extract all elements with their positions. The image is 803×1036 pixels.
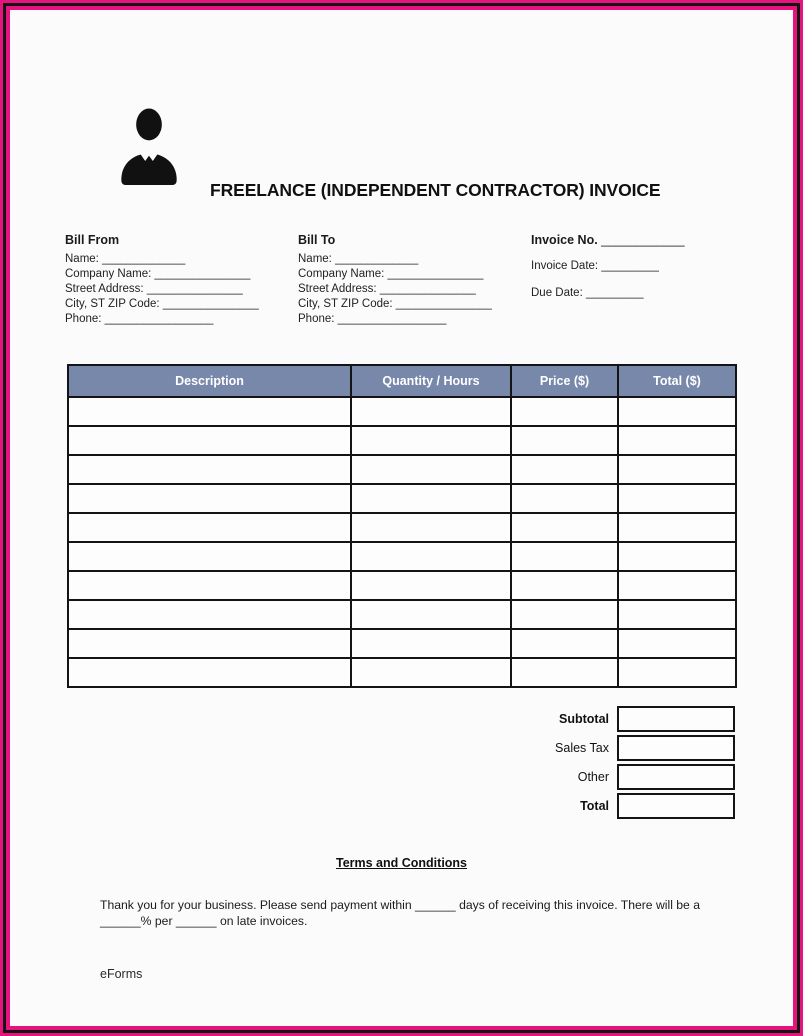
bill-to-street-line: Street Address: _______________ — [298, 283, 476, 295]
bill-to-heading: Bill To — [298, 233, 336, 247]
column-header-description: Description — [68, 365, 351, 397]
table-cell — [618, 571, 736, 600]
table-cell — [351, 513, 511, 542]
summary-row-sales-tax — [67, 735, 735, 761]
bill-to-city-line: City, ST ZIP Code: _______________ — [298, 298, 492, 310]
table-cell — [351, 629, 511, 658]
table-row — [68, 600, 736, 629]
total-label: Total — [580, 799, 609, 813]
table-cell — [68, 600, 351, 629]
table-cell — [351, 571, 511, 600]
table-cell — [351, 426, 511, 455]
summary-row-subtotal — [67, 706, 735, 732]
table-cell — [511, 426, 618, 455]
page-title: FREELANCE (INDEPENDENT CONTRACTOR) INVOICE — [210, 180, 661, 200]
other-label: Other — [577, 770, 609, 784]
table-cell — [511, 542, 618, 571]
table-cell — [511, 513, 618, 542]
column-header-price: Price ($) — [511, 365, 618, 397]
table-cell — [618, 513, 736, 542]
table-cell — [511, 629, 618, 658]
table-cell — [511, 455, 618, 484]
table-row — [68, 571, 736, 600]
table-cell — [618, 658, 736, 687]
table-row — [68, 484, 736, 513]
page-frame-black-line — [3, 3, 800, 1033]
table-cell — [68, 658, 351, 687]
summary-row-total — [67, 793, 735, 819]
table-row — [68, 397, 736, 426]
table-cell — [618, 426, 736, 455]
table-cell — [68, 629, 351, 658]
table-row — [68, 658, 736, 687]
table-cell — [351, 600, 511, 629]
table-cell — [511, 484, 618, 513]
bill-from-company-line: Company Name: _______________ — [65, 268, 251, 280]
table-cell — [68, 571, 351, 600]
table-row — [68, 513, 736, 542]
table-row — [68, 455, 736, 484]
terms-heading: Terms and Conditions — [335, 856, 468, 870]
invoice-info-section — [531, 233, 741, 314]
table-cell — [351, 397, 511, 426]
column-header-total: Total ($) — [618, 365, 736, 397]
table-cell — [351, 484, 511, 513]
table-cell — [351, 658, 511, 687]
businessman-icon — [118, 107, 180, 185]
table-cell — [351, 455, 511, 484]
table-cell — [511, 658, 618, 687]
table-row — [68, 542, 736, 571]
table-cell — [68, 426, 351, 455]
table-cell — [511, 600, 618, 629]
column-header-quantity-hours: Quantity / Hours — [351, 365, 511, 397]
summary-row-other — [67, 764, 735, 790]
invoice-page — [10, 10, 793, 1026]
bill-from-name-line: Name: _____________ — [65, 253, 186, 265]
table-cell — [68, 455, 351, 484]
invoice-number-blank: ____________ — [601, 233, 685, 247]
table-cell — [618, 455, 736, 484]
table-cell — [68, 397, 351, 426]
table-cell — [68, 513, 351, 542]
table-row — [68, 426, 736, 455]
total-value-box — [617, 793, 735, 819]
table-cell — [511, 397, 618, 426]
bill-from-phone-line: Phone: _________________ — [65, 313, 214, 325]
other-value-box — [617, 764, 735, 790]
items-table-header-row — [68, 365, 736, 397]
table-cell — [618, 542, 736, 571]
eforms-brand: eForms — [100, 967, 143, 981]
bill-to-section — [298, 233, 528, 327]
bill-to-name-line: Name: _____________ — [298, 253, 419, 265]
sales-tax-label: Sales Tax — [555, 741, 609, 755]
items-table — [67, 364, 737, 688]
sales-tax-value-box — [617, 735, 735, 761]
summary-section — [67, 706, 735, 822]
invoice-number-line — [531, 233, 741, 247]
subtotal-label: Subtotal — [559, 712, 609, 726]
due-date-line: Due Date: _________ — [531, 287, 644, 299]
subtotal-value-box — [617, 706, 735, 732]
table-cell — [618, 484, 736, 513]
invoice-number-label: Invoice No. — [531, 233, 598, 247]
bill-to-phone-line: Phone: _________________ — [298, 313, 447, 325]
table-cell — [618, 629, 736, 658]
table-cell — [68, 542, 351, 571]
table-cell — [68, 484, 351, 513]
table-cell — [618, 397, 736, 426]
table-cell — [618, 600, 736, 629]
bill-from-city-line: City, ST ZIP Code: _______________ — [65, 298, 259, 310]
bill-from-street-line: Street Address: _______________ — [65, 283, 243, 295]
terms-body: Thank you for your business. Please send payment within ______ days of receiving this invoice. There will be a ______% per ______ on late invoices. — [100, 898, 701, 928]
page-frame-inner-pink — [6, 6, 797, 1030]
table-row — [68, 629, 736, 658]
bill-to-company-line: Company Name: _______________ — [298, 268, 484, 280]
table-cell — [351, 542, 511, 571]
bill-from-section — [65, 233, 295, 327]
table-cell — [511, 571, 618, 600]
bill-from-heading: Bill From — [65, 233, 120, 247]
invoice-date-line: Invoice Date: _________ — [531, 260, 659, 272]
